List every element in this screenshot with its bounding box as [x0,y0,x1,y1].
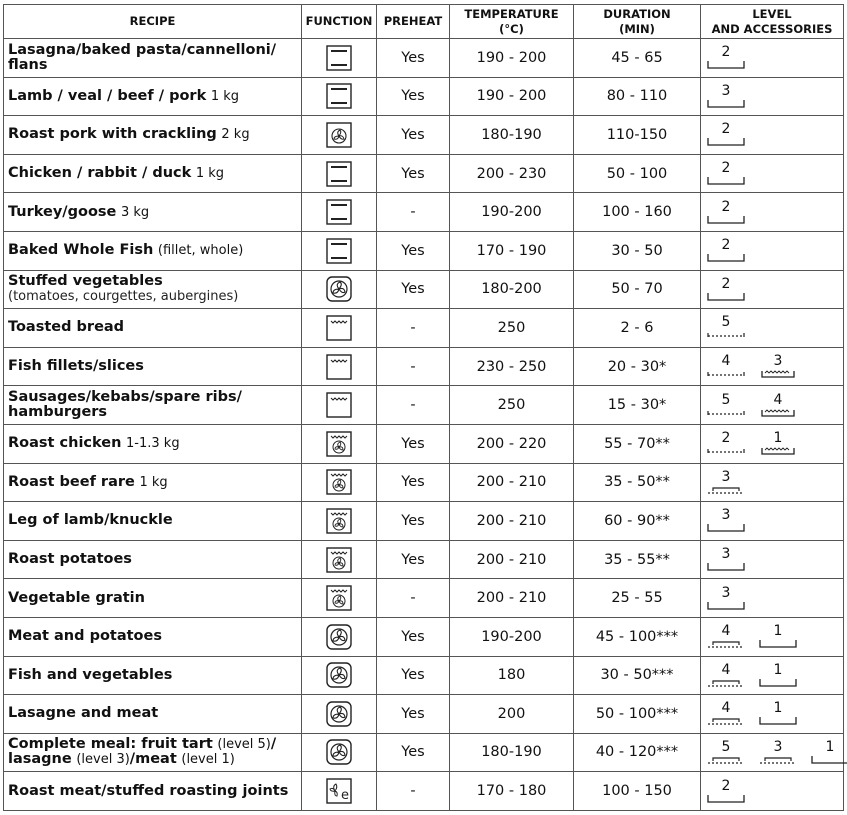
preheat-cell: Yes [377,733,450,772]
duration-cell: 15 - 30* [574,386,701,425]
duration-cell: 110-150 [574,116,701,155]
recipe-cell [4,193,302,232]
temperature-cell: 190-200 [450,617,574,656]
level-item [707,624,745,649]
temperature-cell: 200 - 230 [450,154,574,193]
tray-rack-accessory-icon [707,754,745,765]
level-cell [701,116,844,155]
preheat-cell: - [377,772,450,811]
duration-cell: 60 - 90** [574,502,701,541]
conventional-function-icon [326,83,352,109]
level-item [707,470,745,495]
tray-rack-accessory-icon [759,754,797,765]
level-item [707,740,745,765]
level-cell [701,656,844,695]
recipe-quantity: 1-1.3 kg [126,436,180,452]
level-item [759,740,797,765]
recipe-quantity: 1 kg [139,474,168,490]
forced-air-function-icon [326,276,352,302]
preheat-cell: Yes [377,154,450,193]
recipe-quantity: 1 kg [210,88,240,104]
level-number: 2 [721,198,731,215]
tray-accessory-icon [707,252,745,263]
recipe-name: Complete meal: fruit tart [8,736,213,753]
forced-air-function-icon [326,662,352,688]
forced-air-function-icon [326,701,352,727]
level-number: 2 [721,160,731,177]
recipe-cell [4,270,302,309]
function-cell [302,772,377,811]
level-item [707,431,745,456]
header-preheat: PREHEAT [377,5,450,39]
table-row [4,270,844,309]
level-item [759,354,797,379]
level-number: 3 [773,738,783,755]
level-item [707,84,745,109]
level-item [707,701,745,726]
level-number: 4 [773,391,783,408]
level-item [759,624,797,649]
level-cell [701,695,844,734]
preheat-cell: Yes [377,231,450,270]
level-item [707,779,745,804]
tray-accessory-icon [759,715,797,726]
level-cell [701,270,844,309]
recipe-quantity: 1 kg [195,166,225,182]
function-cell [302,733,377,772]
level-number: 4 [721,623,731,640]
level-cell [701,347,844,386]
table-row [4,193,844,232]
table-row [4,502,844,541]
tray-accessory-icon [707,793,745,804]
rack-accessory-icon [707,368,745,379]
header-recipe: RECIPE [4,5,302,39]
level-item [707,238,745,263]
forced-air-function-icon [326,739,352,765]
preheat-cell: Yes [377,540,450,579]
duration-cell: 50 - 100*** [574,695,701,734]
duration-cell: 45 - 65 [574,39,701,78]
level-cell [701,386,844,425]
conventional-function-icon [326,161,352,187]
recipe-name: Lamb / veal / beef / pork [8,87,207,104]
recipe-cell [4,772,302,811]
table-row [4,77,844,116]
table-row [4,733,844,772]
tray-rack-accessory-icon [707,715,745,726]
duration-cell: 50 - 70 [574,270,701,309]
preheat-cell: Yes [377,502,450,541]
recipe-cell [4,502,302,541]
fan-e-function-icon [326,778,352,804]
recipe-quantity: (level 3) [76,752,130,768]
function-cell [302,463,377,502]
function-cell [302,309,377,348]
level-number: 2 [721,430,731,447]
level-cell [701,617,844,656]
rack-accessory-icon [707,329,745,340]
drip-accessory-icon [759,445,797,456]
temperature-cell: 250 [450,309,574,348]
recipe-name: Fish and vegetables [8,666,173,683]
tray-accessory-icon [707,522,745,533]
table-row [4,231,844,270]
temperature-cell: 170 - 180 [450,772,574,811]
level-cell [701,772,844,811]
recipe-cell [4,309,302,348]
preheat-cell: Yes [377,116,450,155]
preheat-cell: Yes [377,617,450,656]
function-cell [302,347,377,386]
recipe-cell [4,463,302,502]
recipe-cell [4,695,302,734]
temperature-cell: 180-190 [450,733,574,772]
recipe-cell [4,231,302,270]
tray-accessory-icon [811,754,847,765]
function-cell [302,231,377,270]
recipe-name: Meat and potatoes [8,628,162,645]
recipe-note: (tomatoes, courgettes, aubergines) [8,289,239,305]
recipe-name: Roast beef rare [8,473,135,490]
temperature-cell: 230 - 250 [450,347,574,386]
duration-cell: 50 - 100 [574,154,701,193]
level-item [759,663,797,688]
function-cell [302,502,377,541]
function-cell [302,617,377,656]
duration-cell: 35 - 50** [574,463,701,502]
level-item [707,586,745,611]
preheat-cell: Yes [377,39,450,78]
level-item [707,315,745,340]
header-function: FUNCTION [302,5,377,39]
table-row [4,39,844,78]
level-number: 2 [721,237,731,254]
turbo-grill-function-icon [326,508,352,534]
table-row [4,347,844,386]
level-number: 3 [721,546,731,563]
header-duration: DURATION (MIN) [574,5,701,39]
recipe-cell [4,617,302,656]
function-cell [302,386,377,425]
function-cell [302,39,377,78]
level-item [759,393,797,418]
recipe-quantity: 2 kg [221,127,250,143]
temperature-cell: 180 [450,656,574,695]
conventional-function-icon [326,45,352,71]
table-row [4,424,844,463]
level-number: 1 [773,623,783,640]
level-number: 4 [721,700,731,717]
level-number: 3 [721,82,731,99]
table-row [4,386,844,425]
level-number: 5 [721,391,731,408]
duration-cell: 30 - 50 [574,231,701,270]
conventional-function-icon [326,199,352,225]
tray-accessory-icon [707,561,745,572]
table-row [4,540,844,579]
tray-accessory-icon [759,677,797,688]
level-cell [701,231,844,270]
tray-accessory-icon [707,214,745,225]
level-number: 2 [721,777,731,794]
grill-function-icon [326,315,352,341]
recipe-name: Fish fillets/slices [8,358,144,375]
level-number: 3 [721,507,731,524]
level-item [707,508,745,533]
tray-rack-accessory-icon [707,638,745,649]
table-row [4,617,844,656]
level-number: 3 [721,584,731,601]
function-cell [302,193,377,232]
level-number: 3 [773,353,783,370]
drip-accessory-icon [759,368,797,379]
svg-text:e: e [341,788,349,804]
level-item [707,161,745,186]
recipe-quantity: 3 kg [120,204,150,220]
recipe-name: Roast potatoes [8,551,132,568]
preheat-cell: Yes [377,424,450,463]
header-level: LEVEL AND ACCESSORIES [701,5,844,39]
level-item [707,393,745,418]
temperature-cell: 190 - 200 [450,77,574,116]
recipe-cell [4,116,302,155]
level-number: 3 [721,468,731,485]
temperature-cell: 200 - 220 [450,424,574,463]
level-number: 1 [825,738,835,755]
header-row [4,5,844,39]
function-cell [302,154,377,193]
recipe-quantity: (level 5) [217,737,271,753]
tray-accessory-icon [707,98,745,109]
level-item [707,663,745,688]
recipe-name: / lasagne [8,736,277,768]
table-row [4,656,844,695]
preheat-cell: - [377,579,450,618]
duration-cell: 35 - 55** [574,540,701,579]
table-row [4,695,844,734]
table-row [4,463,844,502]
turbo-grill-function-icon [326,431,352,457]
duration-cell: 100 - 150 [574,772,701,811]
recipe-name: Sausages/kebabs/spare ribs/ hamburgers [8,389,242,421]
duration-cell: 45 - 100*** [574,617,701,656]
recipe-cell [4,39,302,78]
recipe-cell [4,347,302,386]
recipe-name: Leg of lamb/knuckle [8,512,173,529]
recipe-cell [4,77,302,116]
temperature-cell: 180-190 [450,116,574,155]
preheat-cell: - [377,193,450,232]
level-number: 4 [721,661,731,678]
tray-accessory-icon [707,600,745,611]
recipe-name: Turkey/goose [8,203,117,220]
level-item [759,431,797,456]
temperature-cell: 190 - 200 [450,39,574,78]
conventional-function-icon [326,238,352,264]
level-number: 2 [721,275,731,292]
level-cell [701,39,844,78]
level-number: 1 [773,430,783,447]
level-cell [701,193,844,232]
function-cell [302,424,377,463]
temperature-cell: 200 - 210 [450,502,574,541]
level-item [707,547,745,572]
preheat-cell: - [377,347,450,386]
rack-accessory-icon [707,445,745,456]
recipe-name: Baked Whole Fish [8,242,154,259]
function-cell [302,270,377,309]
duration-cell: 2 - 6 [574,309,701,348]
recipe-name: Roast chicken [8,435,122,452]
recipe-cell [4,656,302,695]
level-item [707,122,745,147]
duration-cell: 80 - 110 [574,77,701,116]
temperature-cell: 200 - 210 [450,463,574,502]
table-row [4,772,844,811]
temperature-cell: 200 - 210 [450,579,574,618]
level-number: 2 [721,44,731,61]
function-cell [302,116,377,155]
recipe-name: Toasted bread [8,319,125,336]
level-number: 1 [773,700,783,717]
fan-grill-function-icon [326,122,352,148]
table-row [4,154,844,193]
preheat-cell: - [377,386,450,425]
grill-function-icon [326,392,352,418]
level-item [811,740,847,765]
recipe-name: Lasagna/baked pasta/cannelloni/ flans [8,41,277,73]
temperature-cell: 200 [450,695,574,734]
temperature-cell: 180-200 [450,270,574,309]
recipe-cell [4,540,302,579]
level-number: 2 [721,121,731,138]
duration-cell: 25 - 55 [574,579,701,618]
level-cell [701,733,844,772]
recipe-cell [4,386,302,425]
preheat-cell: Yes [377,463,450,502]
level-number: 5 [721,314,731,331]
table-row [4,116,844,155]
tray-accessory-icon [707,175,745,186]
function-cell [302,540,377,579]
level-item [759,701,797,726]
level-item [707,45,745,70]
recipe-name: Vegetable gratin [8,589,145,606]
table-row [4,309,844,348]
preheat-cell: Yes [377,270,450,309]
recipe-name: Roast pork with crackling [8,126,217,143]
recipe-quantity: (level 1) [181,752,235,768]
rack-accessory-icon [707,407,745,418]
recipe-name: Chicken / rabbit / duck [8,165,192,182]
level-item [707,200,745,225]
temperature-cell: 250 [450,386,574,425]
level-cell [701,579,844,618]
duration-cell: 55 - 70** [574,424,701,463]
recipe-name: Lasagne and meat [8,705,159,722]
grill-function-icon [326,354,352,380]
level-item [707,277,745,302]
drip-accessory-icon [759,407,797,418]
level-number: 5 [721,738,731,755]
duration-cell: 20 - 30* [574,347,701,386]
level-item [707,354,745,379]
turbo-grill-function-icon [326,585,352,611]
cooking-table [3,4,844,811]
level-cell [701,309,844,348]
recipe-cell [4,579,302,618]
turbo-grill-function-icon [326,547,352,573]
tray-accessory-icon [759,638,797,649]
recipe-cell [4,733,302,772]
level-cell [701,154,844,193]
header-temperature: TEMPERATURE (°C) [450,5,574,39]
preheat-cell: Yes [377,656,450,695]
function-cell [302,77,377,116]
level-cell [701,463,844,502]
recipe-quantity: (fillet, whole) [157,243,244,259]
level-cell [701,502,844,541]
temperature-cell: 170 - 190 [450,231,574,270]
function-cell [302,656,377,695]
recipe-name: Stuffed vegetables [8,273,163,290]
level-number: 1 [773,661,783,678]
level-number: 4 [721,353,731,370]
tray-rack-accessory-icon [707,677,745,688]
table-row [4,579,844,618]
tray-rack-accessory-icon [707,484,745,495]
turbo-grill-function-icon [326,469,352,495]
temperature-cell: 190-200 [450,193,574,232]
level-cell [701,77,844,116]
duration-cell: 100 - 160 [574,193,701,232]
preheat-cell: Yes [377,695,450,734]
level-cell [701,540,844,579]
preheat-cell: - [377,309,450,348]
recipe-cell [4,154,302,193]
duration-cell: 30 - 50*** [574,656,701,695]
tray-accessory-icon [707,291,745,302]
tray-accessory-icon [707,59,745,70]
tray-accessory-icon [707,136,745,147]
recipe-name: Roast meat/stuffed roasting joints [8,782,289,799]
recipe-name: /meat [129,751,177,768]
duration-cell: 40 - 120*** [574,733,701,772]
level-cell [701,424,844,463]
function-cell [302,579,377,618]
forced-air-function-icon [326,624,352,650]
preheat-cell: Yes [377,77,450,116]
recipe-cell [4,424,302,463]
function-cell [302,695,377,734]
temperature-cell: 200 - 210 [450,540,574,579]
